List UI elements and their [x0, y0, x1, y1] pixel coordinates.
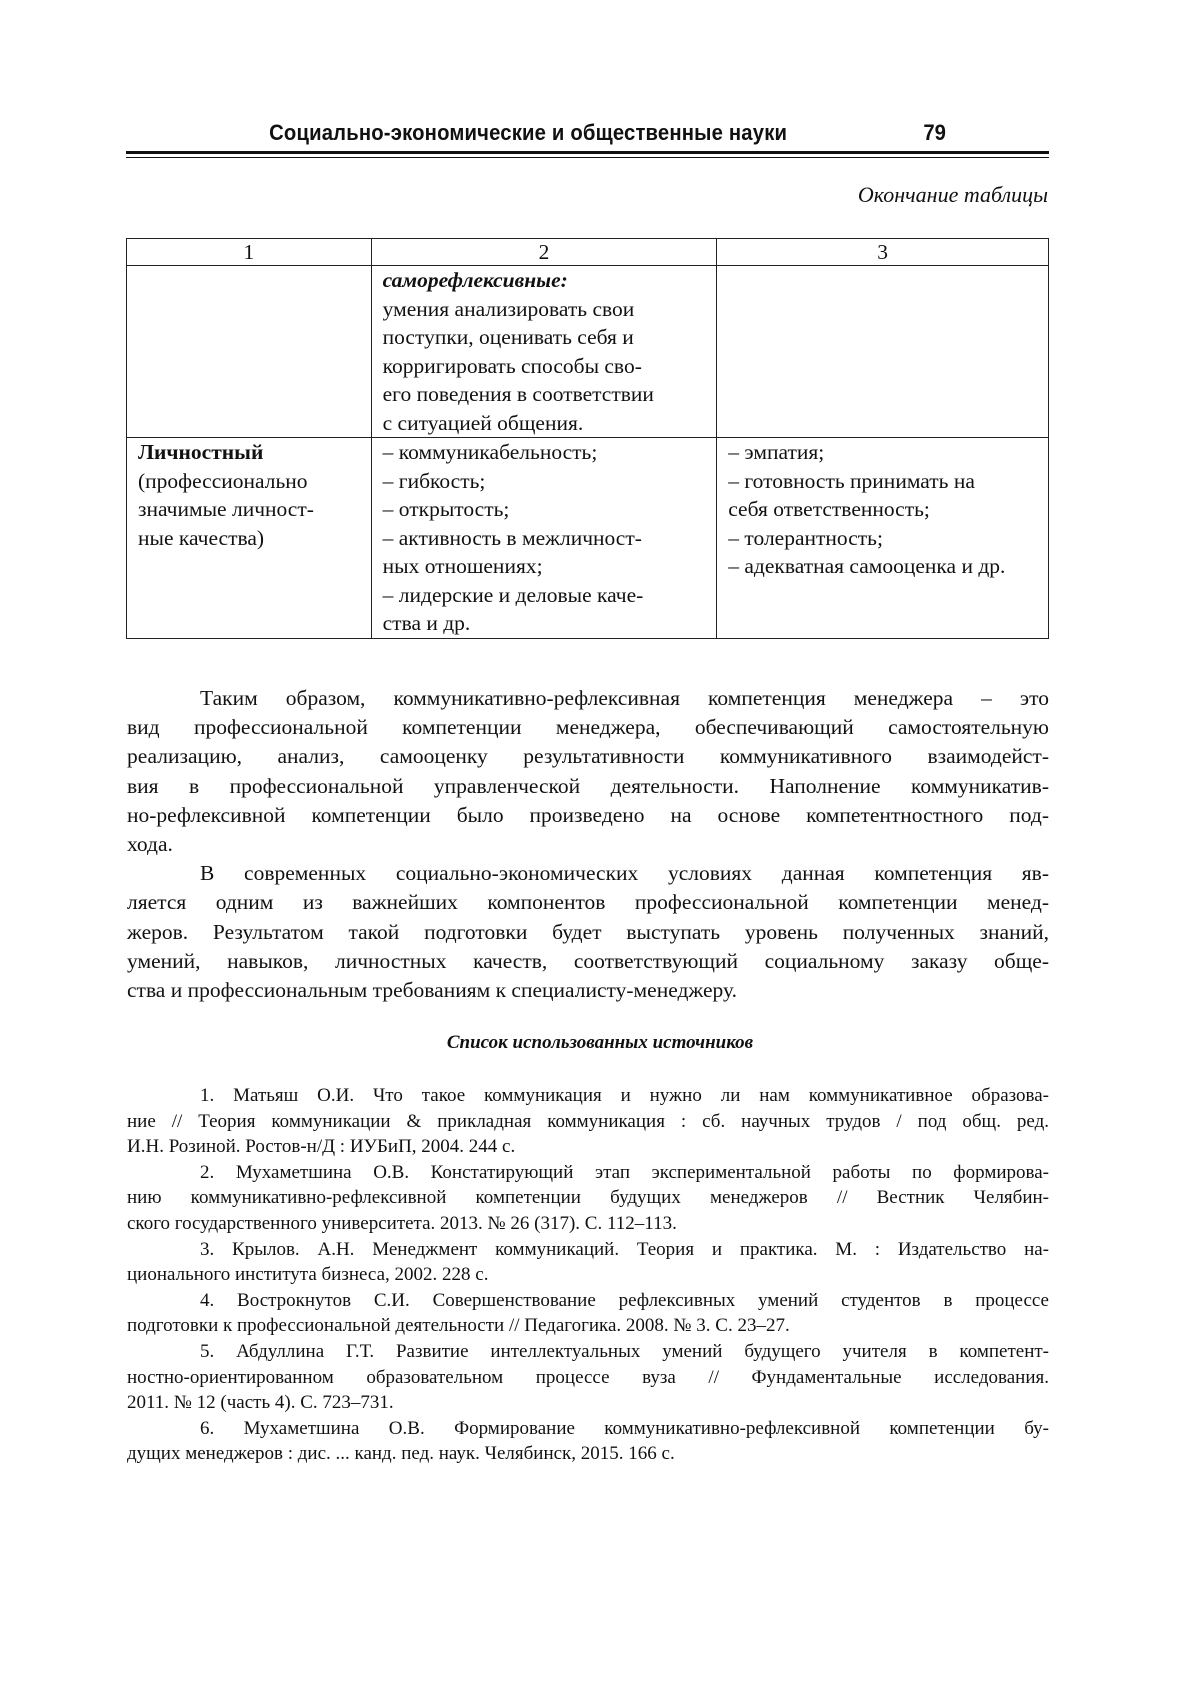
references-list: [127, 1083, 1049, 1467]
column-header: 1: [127, 239, 372, 266]
cell-line: – адекватная самооценка и др.: [728, 554, 1006, 578]
cell-line: себя ответственность;: [728, 497, 930, 521]
reference-line: 2011. № 12 (часть 4). С. 723–731.: [127, 1392, 394, 1414]
paragraph-line: ства и профессиональным требованиям к специалисту-менеджеру.: [127, 977, 737, 1002]
reference-line: ностно-ориентированном образовательном процессе вуза // Фундаментальные исследования.: [127, 1366, 1049, 1388]
reference-line: 2. Мухаметшина О.В. Констатирующий этап экспериментальной работы по формирова-: [200, 1161, 1049, 1183]
reference-line: И.Н. Розиной. Ростов-н/Д : ИУБиП, 2004. 244 с.: [127, 1136, 516, 1158]
cell-line: – коммуникабельность;: [382, 440, 598, 464]
cell-line: значимые личност-: [138, 497, 314, 521]
cell-line: – готовность принимать на: [728, 468, 975, 493]
cell-line: – лидерские и деловые каче-: [382, 582, 644, 607]
reference-line: 3. Крылов. А.Н. Менеджмент коммуникаций. Теория и практика. М. : Издательство на-: [200, 1238, 1049, 1260]
cell-line: – толерантность;: [728, 525, 883, 550]
table-cell: [127, 438, 372, 639]
cell-line: – эмпатия;: [728, 440, 825, 464]
cell-line: (профессионально: [138, 468, 308, 493]
table-cell: [717, 438, 1049, 639]
cell-heading: Личностный: [138, 440, 264, 464]
page-number: 79: [923, 120, 946, 145]
paragraph-line: Таким образом, коммуникативно-рефлексивная компетенция менеджера – это: [200, 686, 1049, 710]
cell-line: его поведения в соответствии: [382, 382, 654, 406]
paragraph-line: реализацию, анализ, самооценку результативности коммуникативного взаимодейст-: [127, 744, 1049, 769]
cell-line: – открытость;: [382, 497, 510, 521]
paragraph-line: вид профессиональной компетенции менеджера, обеспечивающий самостоятельную: [127, 715, 1049, 740]
table-header-row: [127, 239, 1049, 266]
cell-line: с ситуацией общения.: [382, 410, 584, 435]
table-cell: [127, 266, 372, 438]
reference-line: 6. Мухаметшина О.В. Формирование коммуникативно-рефлексивной компетенции бу-: [200, 1417, 1049, 1439]
cell-heading: саморефлексивные:: [382, 268, 568, 292]
reference-line: 5. Абдуллина Г.Т. Развитие интеллектуальных умений будущего учителя в компетент-: [200, 1340, 1049, 1362]
reference-line: 4. Вострокнутов С.И. Совершенствование рефлексивных умений студентов в процессе: [200, 1289, 1049, 1311]
header-rule-thin: [126, 157, 1049, 158]
reference-line: нию коммуникативно-рефлексивной компетенции будущих менеджеров // Вестник Челябин-: [127, 1187, 1049, 1209]
cell-line: ства и др.: [382, 611, 471, 635]
paragraph-line: умений, навыков, личностных качеств, соответствующий социальному заказу обще-: [127, 948, 1049, 973]
column-header: 3: [717, 239, 1049, 266]
paragraph-line: но-рефлексивной компетенции было произведено на основе компетентностного под-: [127, 802, 1049, 827]
header-rule-thick: [126, 151, 1049, 154]
competency-table: [126, 238, 1049, 639]
table-row: [127, 438, 1049, 639]
cell-line: ные качества): [138, 525, 265, 550]
cell-line: корригировать способы сво-: [382, 353, 642, 378]
cell-line: ных отношениях;: [382, 554, 543, 578]
reference-line: ского государственного университета. 2013. № 26 (317). С. 112–113.: [127, 1212, 677, 1234]
reference-line: подготовки к профессиональной деятельности // Педагогика. 2008. № 3. С. 23–27.: [127, 1315, 790, 1337]
table-row: [127, 266, 1049, 438]
table-caption: Окончание таблицы: [857, 182, 1048, 207]
reference-line: дущих менеджеров : дис. ... канд. пед. наук. Челябинск, 2015. 166 с.: [127, 1443, 675, 1465]
column-header: 2: [371, 239, 717, 266]
cell-line: умения анализировать свои: [382, 296, 635, 321]
body-text: [127, 684, 1049, 1005]
cell-line: – активность в межличност-: [382, 525, 642, 550]
paragraph-line: ляется одним из важнейших компонентов профессиональной компетенции менед-: [127, 890, 1049, 915]
reference-line: 1. Матьяш О.И. Что такое коммуникация и нужно ли нам коммуникативное образова-: [200, 1085, 1049, 1106]
running-header-title: Социально-экономические и общественные науки: [269, 120, 788, 145]
references-title: Список использованных источников: [446, 1032, 754, 1053]
paragraph-line: хода.: [127, 831, 173, 856]
paragraph-line: жеров. Результатом такой подготовки будет выступать уровень полученных знаний,: [127, 919, 1049, 944]
table-cell: [717, 266, 1049, 438]
table-cell: [371, 266, 717, 438]
reference-line: ние // Теория коммуникации & прикладная коммуникация : сб. научных трудов / под общ. ред.: [127, 1110, 1049, 1132]
paragraph-line: В современных социально-экономических условиях данная компетенция яв-: [200, 861, 1049, 886]
table-cell: [371, 438, 717, 639]
reference-line: ционального института бизнеса, 2002. 228 с.: [127, 1264, 489, 1286]
paragraph-line: вия в профессиональной управленческой деятельности. Наполнение коммуникатив-: [127, 773, 1049, 798]
cell-line: – гибкость;: [382, 468, 486, 493]
cell-line: поступки, оценивать себя и: [382, 325, 634, 349]
